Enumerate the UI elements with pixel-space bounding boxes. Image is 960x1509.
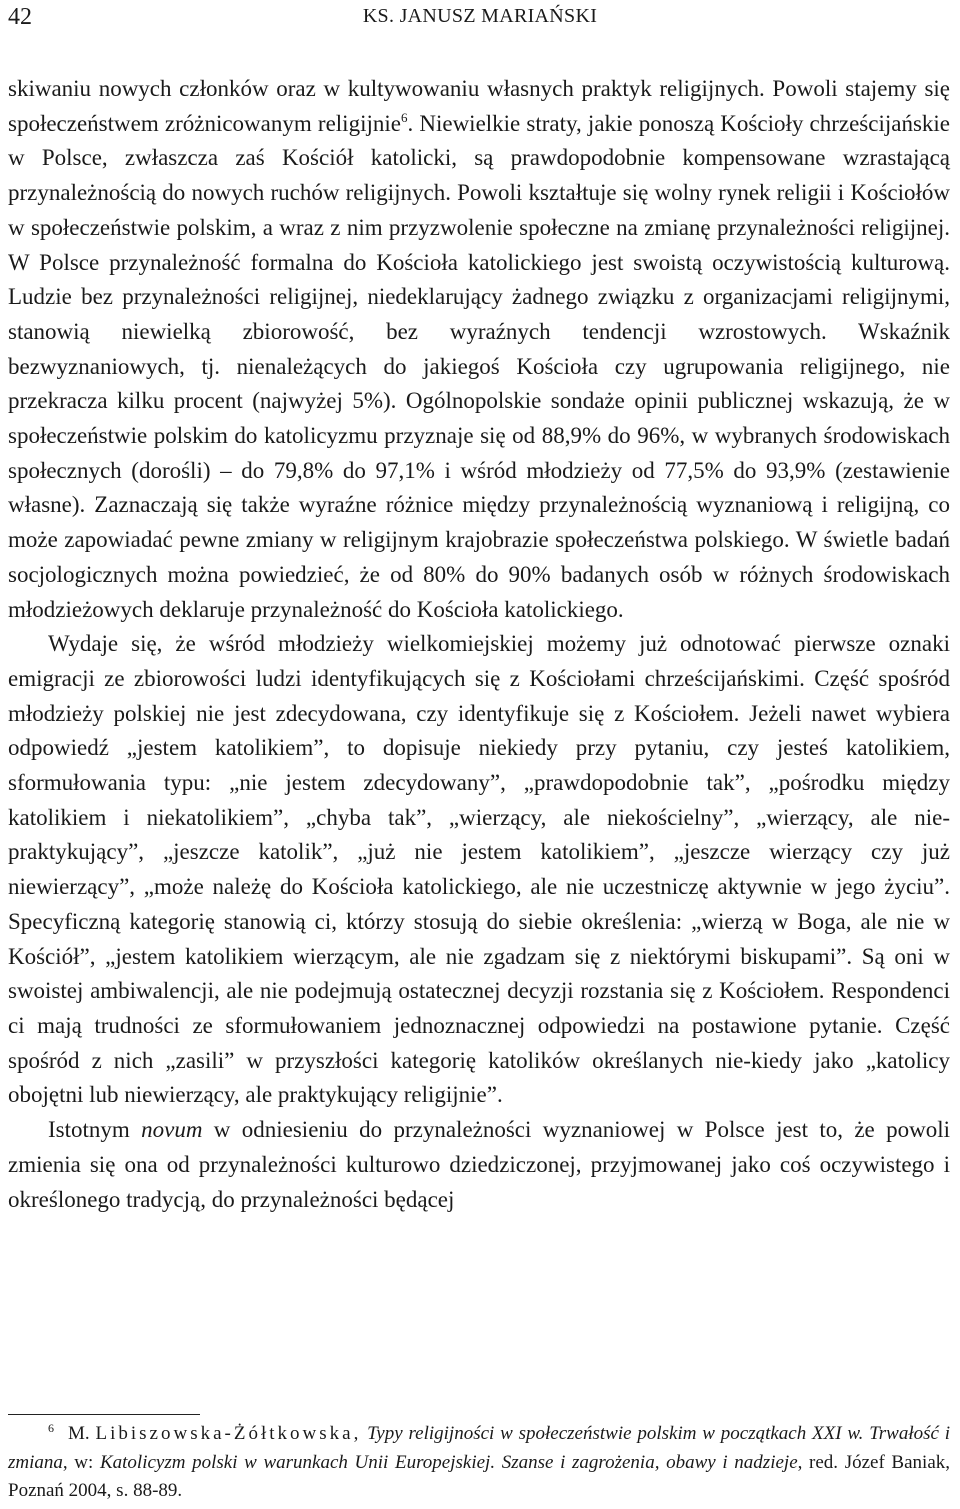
novum-emphasis: novum (141, 1117, 203, 1143)
page-number: 42 (8, 4, 32, 30)
footnote-marker: 6 (48, 1421, 54, 1435)
paragraph-1 (8, 72, 950, 627)
running-head: KS. JANUSZ MARIAŃSKI (362, 5, 598, 27)
footnote-6 (8, 1420, 950, 1506)
paragraph-2: Wydaje się, że wśród młodzieży wielkomiejskiej możemy już odnotować pierwsze oznaki emigracji ze zbiorowości ludzi identyfikujących się z Kościołami chrześcijańskimi. Część spośród młodzieży polskiej nie jest zdecydowana, czy identyfikuje się z Kościołem. Jeżeli nawet wybiera odpowiedź „jestem katolikiem”, to dopisuje niekiedy przy pytaniu, czy jesteś katolikiem, sformułowania typu: „nie jestem zdecydowany”, „prawdopodobnie tak”, „pośrodku między katolikiem i niekatolikiem”, „chyba tak”, „wierzący, ale niekościelny”, „wierzący, ale nie-praktykujący”, „jeszcze katolik”, „już nie jestem katolikiem”, „jeszcze wierzący czy już niewierzący”, „może należę do Kościoła katolickiego, ale nie uczestniczę aktywnie w jego życiu”. Specyficzną kategorię stanowią ci, którzy stosują do siebie określenia: „wierzą w Boga, ale nie w Kościół”, „jestem katolikiem wierzącym, ale nie zgadzam się z niektórymi biskupami”. Są oni w swoistej ambiwalencji, ale nie podejmują ostatecznej decyzji rozstania się z Kościołem. Respondenci ci mają trudności ze sformułowaniem jednoznacznej odpowiedzi na postawione pytanie. Część spośród z nich „zasili” w przyszłości kategorię katolików określanych nie-kiedy jako „katolicy obojętni lub niewierzący, ale praktykujący religijnie”. (8, 631, 950, 1108)
paragraph-3-part-b: w odniesieniu do przynależności wyznaniowej w Polsce jest to, że powoli zmienia się ona od przynależności kulturowo dziedziczonej, przyjmowanej jako coś oczywistego i określonego tradycją, do przynależności będącej (8, 1117, 950, 1212)
footnote-series-title: Katolicyzm polski w warunkach Unii Europejskiej. Szanse i zagrożenia, obawy i nadzieje (99, 1451, 798, 1473)
footnote (8, 1420, 950, 1506)
paragraph-1-part-a: skiwaniu nowych członków oraz w kultywowaniu własnych praktyk religijnych. Powoli stajemy się społeczeństwem zróżnicowanym religijnie (8, 76, 950, 136)
footnote-author: Libiszowska-Żółtkowska, (95, 1423, 362, 1444)
footnote-publication: , red. Józef Baniak, Poznań 2004, s. 88-89. (8, 1451, 950, 1501)
page-header (0, 0, 960, 40)
paragraph-1-part-b: . Niewielkie straty, jakie ponoszą Kościoły chrześcijańskie w Polsce, zwłaszcza zaś Kościół katolicki, są prawdopodobnie kompensowane wzrastającą przynależnością do nowych ruchów religijnych. Powoli kształtuje się wolny rynek religii i Kościołów w społeczeństwie polskim, a wraz z nim przyzwolenie społeczne na zmianę przynależności religijnej. W Polsce przynależność formalna do Kościoła katolickiego jest swoistą oczywistością kulturową. Ludzie bez przynależności religijnej, niedeklarujący żadnego związku z organizacjami religijnymi, stanowią niewielką zbiorowość, bez wyraźnych tendencji wzrostowych. Wskaźnik bezwyznaniowych, tj. nienależących do jakiegoś Kościoła czy ugrupowania religijnego, nie przekracza kilku procent (najwyżej 5%). Ogólnopolskie sondaże opinii publicznej wskazują, że w społeczeństwie polskim do katolicyzmu przyznaje się od 88,9% do 96%, w wybranych środowiskach społecznych (dorośli) – do 79,8% do 97,1% i wśród młodzieży od 77,5% do 93,9% (zestawienie własne). Zaznaczają się także wyraźne różnice między przynależnością wyznaniową i religijną, co może zapowiadać pewne zmiany w religijnym krajobrazie społeczeństwa polskiego. W świetle badań socjologicznych można powiedzieć, że od 80% do 90% badanych osób w różnych środowiskach młodzieżowych deklaruje przynależność do Kościoła katolickiego. (8, 110, 950, 622)
paragraph-3-part-a: Istotnym (48, 1117, 142, 1143)
body-text (8, 72, 950, 1217)
footnote-separator: , w: (62, 1451, 100, 1473)
footnote-reference[interactable]: 6 (400, 109, 408, 125)
footnote-author-initial: M. (68, 1423, 90, 1444)
footnote-title: Typy religijności w społeczeństwie polskim w początkach XXI w. Trwałość i zmiana (8, 1423, 951, 1473)
footnote-divider (8, 1414, 200, 1415)
paragraph-3 (8, 1113, 950, 1217)
